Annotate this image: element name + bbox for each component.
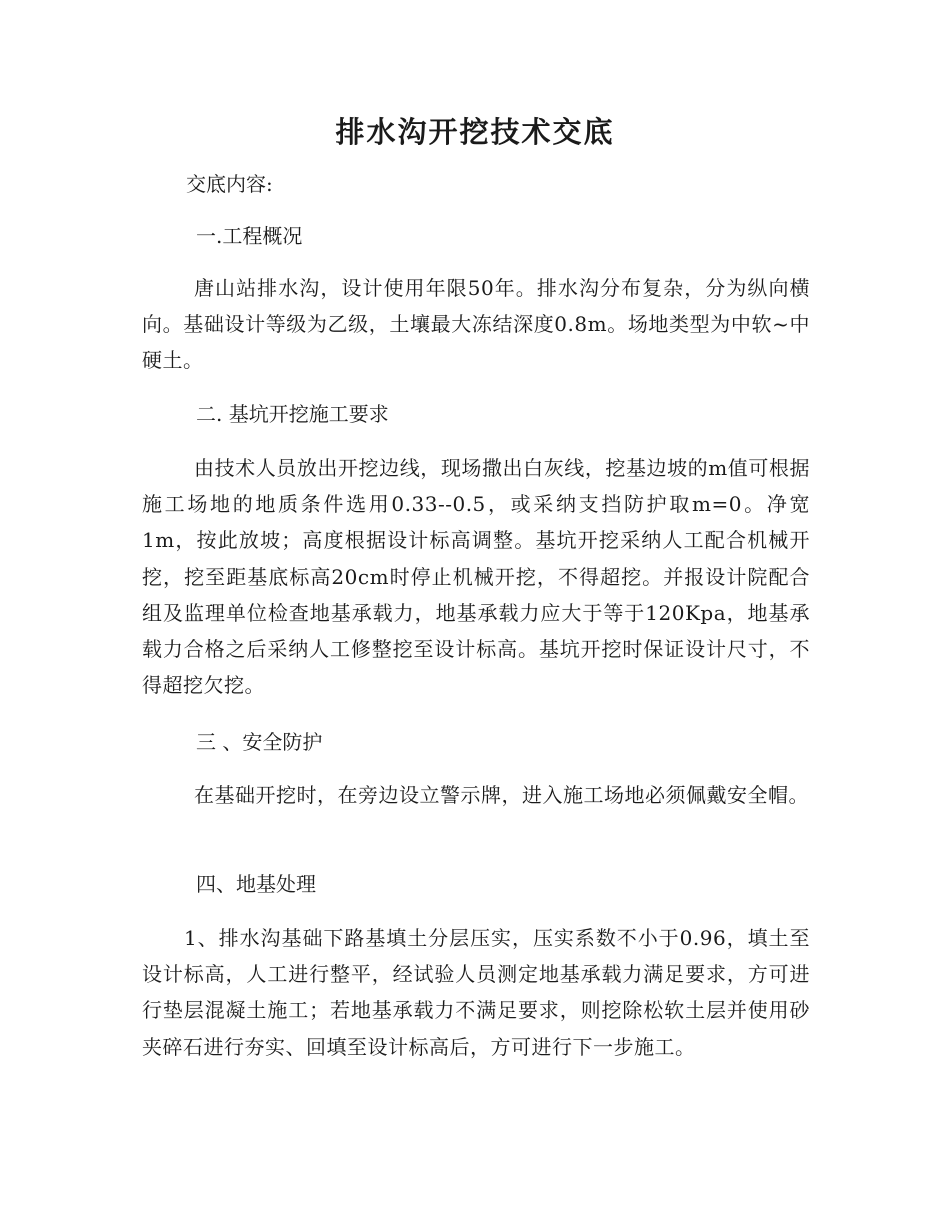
section-heading-1: 一.工程概况 [196, 224, 303, 248]
document-title: 排水沟开挖技术交底 [335, 115, 615, 149]
section-heading-3: 三 、安全防护 [196, 730, 323, 754]
section-2-paragraph: 由技术人员放出开挖边线，现场撒出白灰线，挖基边坡的m值可根据施工场地的地质条件选用0.33--0.5，或采纳支挡防护取m=0。净宽1m，按此放坡；高度根据设计标高调整。基坑开挖采纳人工配合机械开挖，挖至距基底标高20cm时停止机械开挖，不得超挖。并报设计院配合组及监理单位检查地基承载力，地基承载力应大于等于120Kpa，地基承载力合格之后采纳人工修整挖至设计标高。基坑开挖时保证设计尺寸，不得超挖欠挖。 [142, 456, 810, 698]
intro-label: 交底内容: [186, 172, 273, 196]
section-heading-2: 二. 基坑开挖施工要求 [196, 402, 389, 426]
section-4-paragraph: 1、排水沟基础下路基填土分层压实，压实系数不小于0.96，填土至设计标高，人工进行整平，经试验人员测定地基承载力满足要求，方可进行垫层混凝土施工；若地基承载力不满足要求，则挖除松软土层并使用砂夹碎石进行夯实、回填至设计标高后，方可进行下一步施工。 [142, 926, 810, 1059]
section-3-paragraph: 在基础开挖时，在旁边设立警示牌，进入施工场地必须佩戴安全帽。 [194, 783, 809, 807]
section-1-paragraph: 唐山站排水沟，设计使用年限50年。排水沟分布复杂，分为纵向横向。基础设计等级为乙级，土壤最大冻结深度0.8m。场地类型为中软~中硬土。 [142, 276, 810, 373]
section-heading-4: 四、地基处理 [196, 872, 316, 896]
